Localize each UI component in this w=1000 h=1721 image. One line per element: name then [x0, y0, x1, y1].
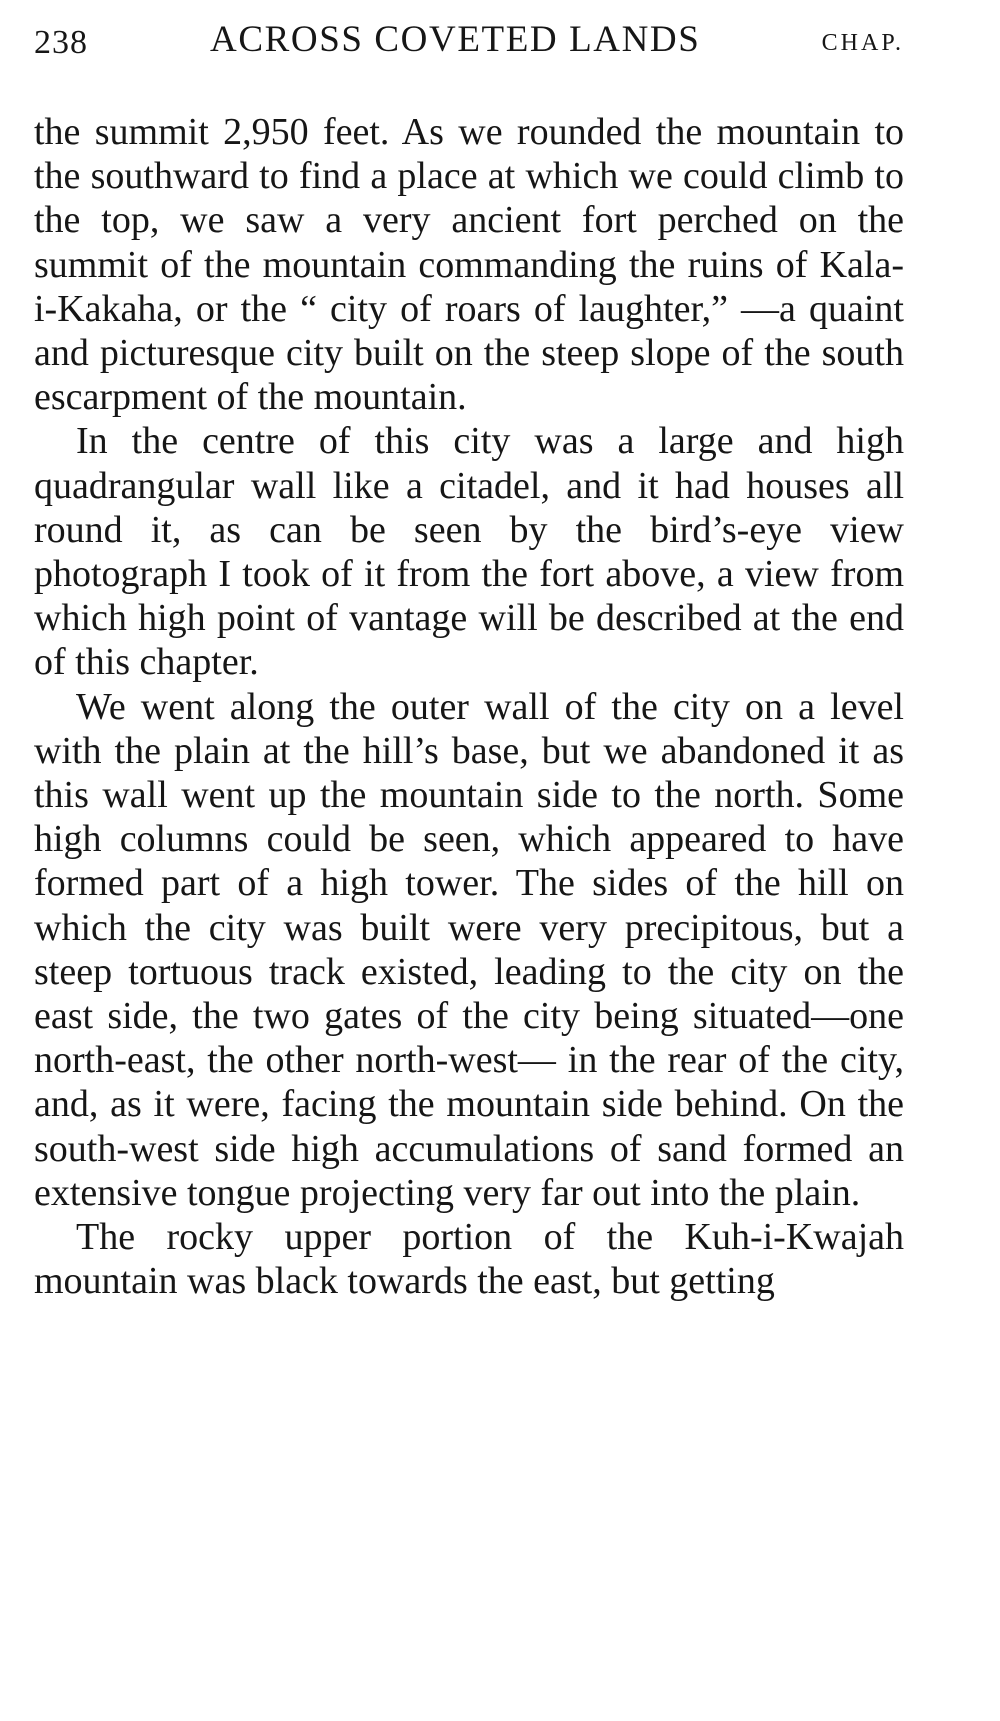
paragraph-citadel: In the centre of this city was a large and high quadrangular wall like a citadel, and it had houses all round it, as can be seen by the bird’s-eye view photograph I took of it from the fort above, a view from which high point of vantage will be described at the end of this chapter.	[34, 420, 904, 684]
body-text	[34, 110, 904, 1303]
chapter-label: CHAP.	[821, 30, 904, 56]
book-title: ACROSS COVETED LANDS	[210, 19, 701, 60]
paragraph-kuh-i-kwajah: The rocky upper portion of the Kuh-i-Kwajah mountain was black towards the east, but getting	[34, 1216, 904, 1303]
paragraph-outer-wall: We went along the outer wall of the city on a level with the plain at the hill’s base, but we abandoned it as this wall went up the mountain side to the north. Some high columns could be seen, which appeared to have formed part of a high tower. The sides of the hill on which the city was built were very precipitous, but a steep tortuous track existed, leading to the city on the east side, the two gates of the city being situated—one north-east, the other north-west— in the rear of the city, and, as it were, facing the mountain side behind. On the south-west side high accumulations of sand formed an extensive tongue projecting very far out into the plain.	[34, 685, 904, 1214]
running-head	[34, 14, 904, 72]
paragraph-continued: the summit 2,950 feet. As we rounded the mountain to the southward to find a place at which we could climb to the top, we saw a very ancient fort perched on the summit of the mountain commanding the ruins of Kala-i-Kakaha, or the “ city of roars of laughter,” —a quaint and picturesque city built on the steep slope of the south escarpment of the mountain.	[34, 111, 904, 419]
page-number: 238	[34, 24, 88, 61]
